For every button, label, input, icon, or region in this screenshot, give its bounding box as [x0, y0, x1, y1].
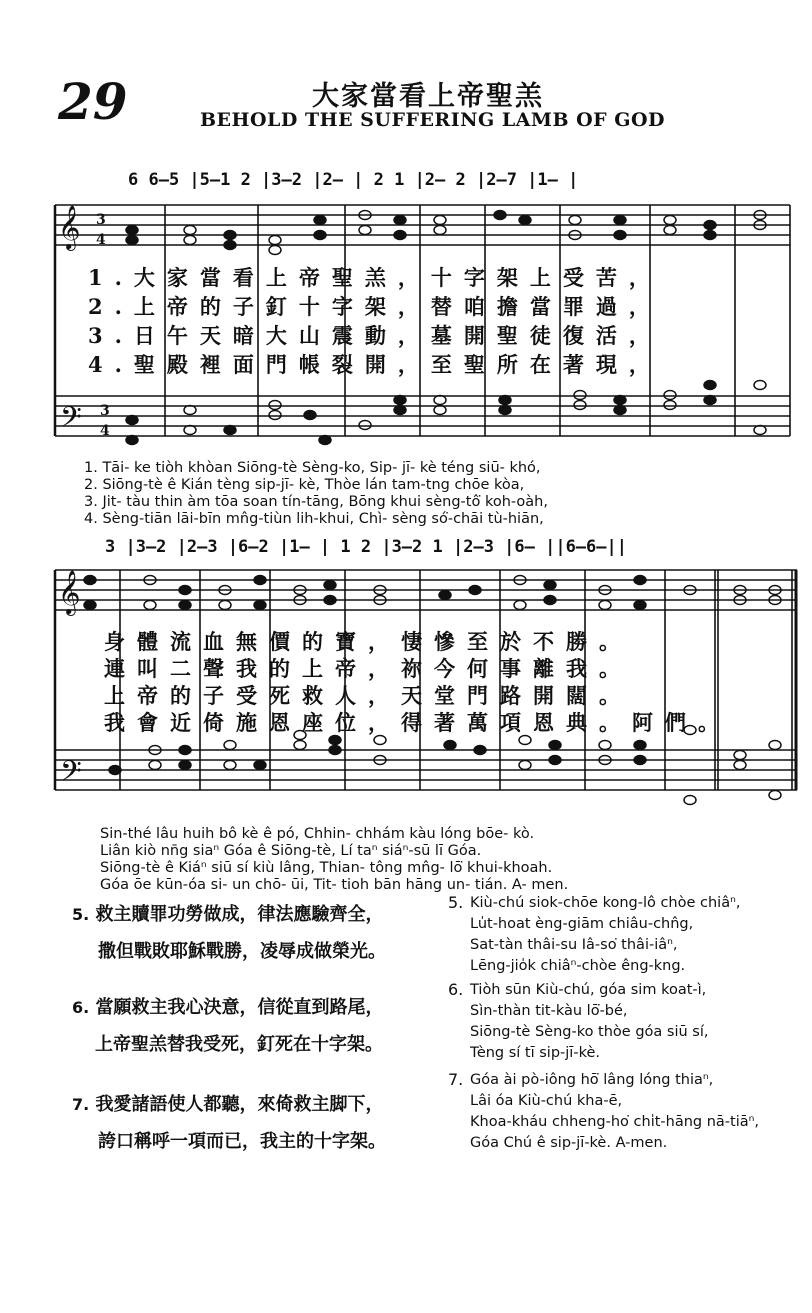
lyric-rom-verse-3-line-2: Siōng-tè ê Kiáⁿ siū sí kiù lâng, Thian- tông mn̂g- lō͘ khui-khoah.	[100, 860, 553, 876]
verse-number: 7.	[72, 1095, 90, 1114]
verse-number: 6.	[72, 998, 90, 1017]
verse-6-rom	[448, 980, 708, 1064]
verse-6-zh-line-2: 上帝聖羔替我受死，釘死在十字架。	[95, 1034, 383, 1055]
lyric-rom-verse-1: 1. Tāi- ke tiòh khòan Siōng-tè Sèng-ko, Sip- jī- kè téng siū- khó,	[84, 460, 541, 476]
lyric-zh-verse-1: 1.大家當看上帝聖羔，十字架上受苦，	[88, 265, 662, 290]
svg-text:𝄞: 𝄞	[58, 205, 81, 249]
jianpu-line-2: 3 |3—2 |2—3 |6—2 |1— | 1 2 |3—2 1 |2—3 |6— ||6—6—||	[105, 537, 627, 557]
verse-5-zh	[72, 900, 384, 926]
hymn-title-chinese: 大家當看上帝聖羔	[312, 81, 544, 112]
svg-text:𝄞: 𝄞	[58, 570, 81, 614]
verse-number: 7.	[448, 1070, 464, 1089]
verse-number: 6.	[448, 980, 464, 999]
verse-6-zh	[72, 993, 384, 1019]
svg-text:4: 4	[96, 232, 106, 248]
jianpu-line-1: 6 6—5 |5—1 2 |3—2 |2— | 2 1 |2— 2 |2—7 |1— |	[128, 170, 579, 190]
verse-line: Lēng-jio̍k chiâⁿ-chòe êng-kng.	[470, 958, 686, 974]
lyric-zh-verse-2: 2.上帝的子釘十字架，替咱擔當罪過，	[88, 294, 662, 319]
svg-text:4: 4	[100, 423, 110, 439]
lyric-rom-verse-3: 3. Jit- tàu thin àm tōa soan tín-tāng, Bōng khui sèng-tô͘ koh-oàh,	[84, 494, 548, 510]
lyric-rom-verse-2: 2. Siōng-tè ê Kián tèng sip-jī- kè, Thòe lán tam-tng chōe kòa,	[84, 477, 525, 493]
lyric-zh-verse-1-line-2: 身體流血無價的寶，悽慘至於不勝。	[104, 629, 632, 654]
verse-line: Góa ài pò-iông hō͘ lâng lóng thiaⁿ,	[470, 1072, 714, 1088]
verse-line: Sìn-thàn tit-kàu lō͘-bé,	[470, 1003, 628, 1019]
verse-line: 我愛諸語使人都聽，來倚救主脚下，	[95, 1094, 384, 1115]
verse-line: Lâi óa Kiù-chú kha-ē,	[470, 1093, 623, 1109]
lyric-zh-verse-4: 4.聖殿裡面門帳裂開，至聖所在著現，	[88, 352, 662, 377]
verse-line: 當願救主我心決意，信從直到路尾，	[95, 997, 384, 1018]
verse-line: Tèng sí tī sip-jī-kè.	[470, 1045, 600, 1061]
verse-line: Khoa-kháu chheng-ho͘ chi̍t-hāng nā-tiāⁿ,	[470, 1114, 760, 1130]
verse-line: Tiòh sūn Kiù-chú, góa sim koat-ì,	[470, 982, 707, 998]
verse-line: Kiù-chú siok-chōe kong-lô chòe chiâⁿ,	[470, 895, 741, 911]
svg-text:3: 3	[96, 212, 106, 228]
hymn-number: 29	[58, 72, 128, 131]
svg-text:𝄢: 𝄢	[60, 755, 82, 795]
lyric-zh-verse-4-line-2: 我會近倚施恩座位，得著萬項恩典。阿們。	[104, 710, 731, 735]
verse-7-rom	[448, 1070, 759, 1154]
verse-line: Sat-tàn thâi-su Iâ-so͘ thâi-iâⁿ,	[470, 937, 678, 953]
verse-5-rom	[448, 893, 740, 977]
hymn-title-english: BEHOLD THE SUFFERING LAMB OF GOD	[200, 109, 666, 131]
verse-5-zh-line-2: 撒但戰敗耶穌戰勝，凌辱成做榮光。	[98, 941, 386, 962]
lyric-zh-verse-3-line-2: 上帝的子受死救人，天堂門路開闊。	[104, 683, 632, 708]
lyric-zh-verse-3: 3.日午天暗大山震動，墓開聖徒復活，	[88, 323, 662, 348]
verse-line: Lu̍t-hoat èng-giām chiâu-chn̂g,	[470, 916, 694, 932]
svg-text:3: 3	[100, 403, 110, 419]
lyric-rom-verse-1-line-2: Sin-thé lâu huih bô kè ê pó, Chhin- chhám kàu lóng bōe- kò.	[100, 826, 535, 842]
verse-line: 救主贖罪功勞做成，律法應驗齊全，	[95, 904, 384, 925]
verse-7-zh-line-2: 誇口稱呼一項而已，我主的十字架。	[98, 1131, 386, 1152]
lyric-rom-verse-4-line-2: Góa ōe kūn-óa si- un chō- ūi, Tit- tioh bān hāng un- tián. A- men.	[100, 877, 569, 893]
lyric-rom-verse-4: 4. Sèng-tiān lāi-bīn mn̂g-tiùn lih-khui, Chì- sèng só͘-chāi tù-hiān,	[84, 511, 544, 527]
verse-line: Siōng-tè Sèng-ko thòe góa siū sí,	[470, 1024, 709, 1040]
verse-line: Góa Chú ê sip-jī-kè. A-men.	[470, 1135, 668, 1151]
lyric-zh-verse-2-line-2: 連叫二聲我的上帝，祢今何事離我。	[104, 656, 632, 681]
svg-text:𝄢: 𝄢	[60, 401, 82, 441]
lyric-rom-verse-2-line-2: Liân kiò nn̄g siaⁿ Góa ê Siōng-tè, Lí taⁿ siáⁿ-sū lī Góa.	[100, 843, 482, 859]
verse-number: 5.	[448, 893, 464, 912]
verse-7-zh	[72, 1090, 384, 1116]
verse-number: 5.	[72, 905, 90, 924]
